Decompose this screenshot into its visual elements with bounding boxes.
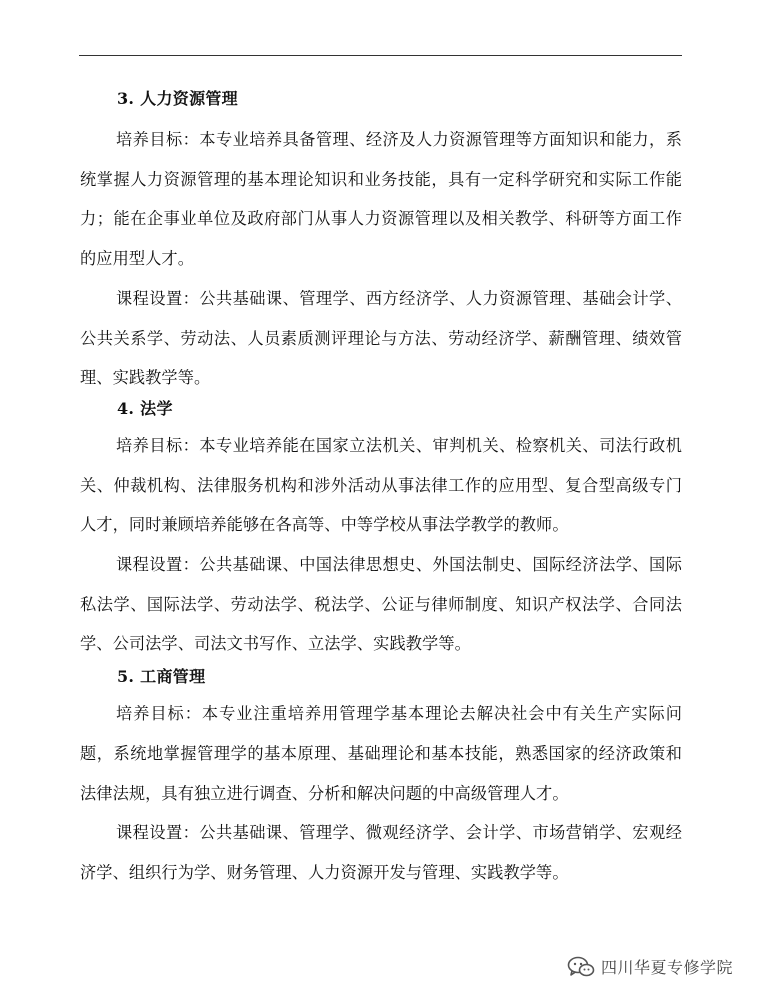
course-settings-paragraph: 课程设置：公共基础课、中国法律思想史、外国法制史、国际经济法学、国际私法学、国际法学、劳动法学、税法学、公证与律师制度、知识产权法学、合同法学、公司法学、司法文书写作、立法学、实践教学等。 bbox=[80, 555, 682, 654]
section-heading: 3. 人力资源管理 bbox=[117, 89, 238, 108]
course-settings-paragraph: 课程设置：公共基础课、管理学、西方经济学、人力资源管理、基础会计学、公共关系学、劳动法、人员素质测评理论与方法、劳动经济学、薪酬管理、绩效管理、实践教学等。 bbox=[80, 288, 682, 388]
course-settings-paragraph: 课程设置：公共基础课、管理学、微观经济学、会计学、市场营销学、宏观经济学、组织行为学、财务管理、人力资源开发与管理、实践教学等。 bbox=[80, 823, 682, 882]
section-hr-management bbox=[80, 82, 682, 398]
training-goal-paragraph: 培养目标：本专业培养能在国家立法机关、审判机关、检察机关、司法行政机关、仲裁机构、法律服务机构和涉外活动从事法律工作的应用型、复合型高级专门人才，同时兼顾培养能够在各高等、中等学校从事法学教学的教师。 bbox=[80, 435, 682, 535]
wechat-icon bbox=[567, 956, 595, 978]
document-body bbox=[80, 82, 682, 893]
section-business-administration bbox=[80, 660, 682, 893]
section-law bbox=[80, 392, 682, 664]
watermark bbox=[563, 953, 737, 980]
training-goal-paragraph: 培养目标：本专业注重培养用管理学基本理论去解决社会中有关生产实际问题，系统地掌握管理学的基本原理、基础理论和基本技能，熟悉国家的经济政策和法律法规，具有独立进行调查、分析和解决问题的中高级管理人才。 bbox=[80, 704, 682, 803]
header-rule bbox=[79, 55, 682, 56]
section-heading: 5. 工商管理 bbox=[117, 667, 206, 687]
watermark-text: 四川华夏专修学院 bbox=[600, 958, 733, 977]
training-goal-paragraph: 培养目标：本专业培养具备管理、经济及人力资源管理等方面知识和能力，系统掌握人力资源管理的基本理论知识和业务技能，具有一定科学研究和实际工作能力；能在企事业单位及政府部门从事人力资源管理以及相关教学、科研等方面工作的应用型人才。 bbox=[80, 130, 682, 269]
section-heading: 4. 法学 bbox=[117, 398, 173, 418]
